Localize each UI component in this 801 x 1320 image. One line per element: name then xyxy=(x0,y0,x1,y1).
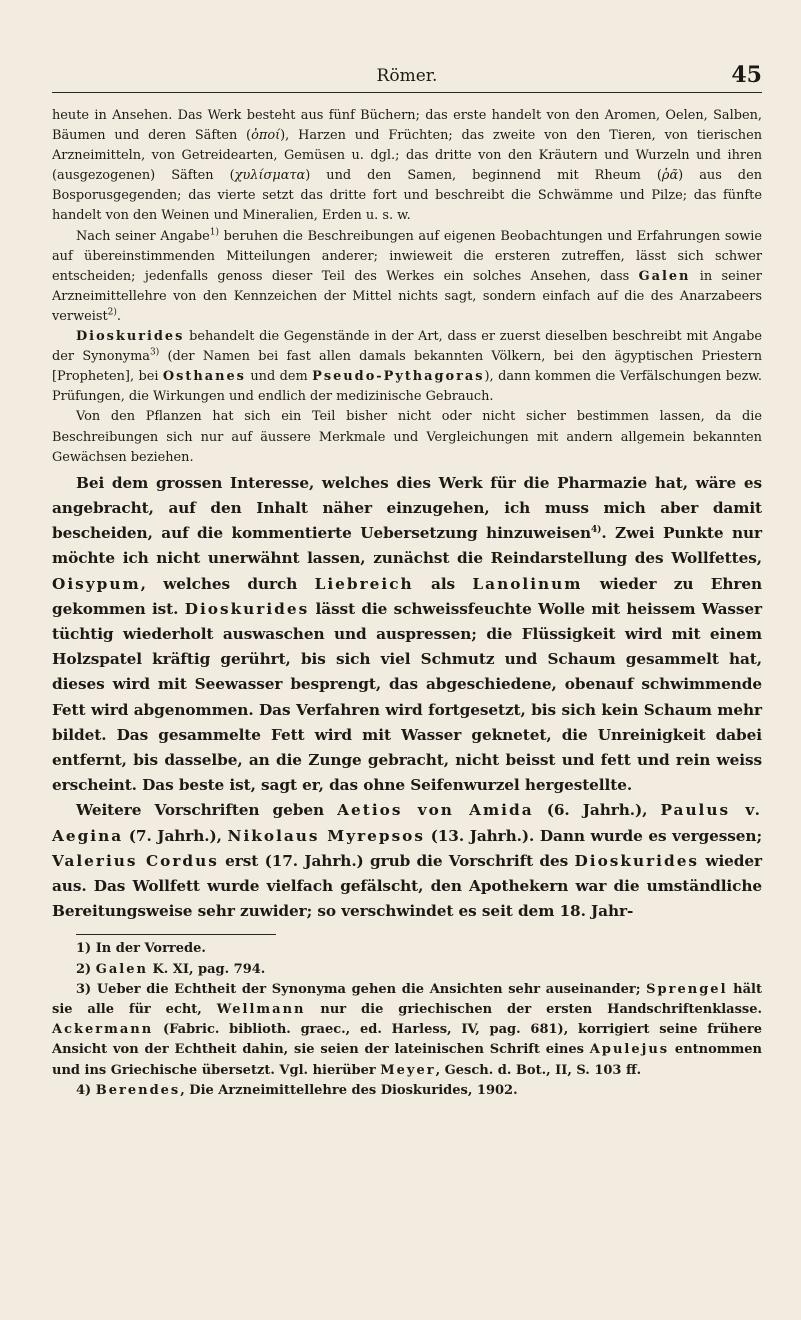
spaced-name: Aetios von Amida xyxy=(337,801,534,820)
spaced-name: Galen xyxy=(638,268,691,284)
text-run: , welches durch xyxy=(140,574,315,593)
text-run: . xyxy=(116,308,122,324)
text-run: . Zwei Punkte nur möchte ich nicht unerwähnt lassen, zunächst die Reindarstellung des Wollfettes, xyxy=(52,524,762,568)
text-run: wieder aus. Das Wollfett wurde vielfach gefälscht, den Apothekern war die umständliche Bereitungsweise sehr zuwider; so verschwindet es seit dem 18. Jahr- xyxy=(52,851,762,921)
text-run: entnommen und ins Griechische übersetzt. Vgl. hierüber xyxy=(52,1042,763,1078)
spaced-name: Pseudo-Pythagoras xyxy=(312,369,485,385)
footnote xyxy=(52,960,762,980)
spaced-name: Oisypum xyxy=(52,574,141,593)
text-run: (der Namen bei fast allen damals bekannten Völkern, bei den ägyptischen Priestern [Propheten], bei xyxy=(52,349,762,385)
spaced-name: Lanolinum xyxy=(472,574,583,593)
footnote-marker: 3) xyxy=(149,347,160,358)
spaced-name: Wellmann xyxy=(216,1001,306,1017)
header-rule xyxy=(52,92,762,93)
spaced-name: Paulus v. Aegina xyxy=(52,801,763,845)
spaced-name: Apulejus xyxy=(589,1042,670,1058)
spaced-name: Dioskurides xyxy=(184,599,310,618)
paragraph xyxy=(52,327,762,407)
text-run: Von den Pflanzen hat sich ein Teil bisher nicht oder nicht sicher bestimmen lassen, da die Beschreibungen sich nur auf äussere Merkmale und Vergleichungen mit andern allgemein bekannten Gewächsen beziehen. xyxy=(52,409,762,465)
text-run: heute in Ansehen. Das Werk besteht aus fünf Büchern; das erste handelt von den Aromen, Oelen, Salben, Bäumen und deren Säften ( xyxy=(52,108,762,144)
text-run: behandelt die Gegenstände in der Art, dass er zuerst dieselben beschreibt mit Angabe der Synonyma xyxy=(52,329,762,365)
spaced-name: Galen xyxy=(95,961,148,977)
text-run: beruhen die Beschreibungen auf eigenen Beobachtungen und Erfahrungen sowie auf übereinstimmenden Mitteilungen anderer; inwieweit die ersteren zutreffen, lässt sich schwer entscheiden; jedenfalls genoss dieser Teil des Werkes ein solches Ansehen, dass xyxy=(52,228,762,284)
text-run: 3) Ueber die Echtheit der Synonyma gehen die Ansichten sehr auseinander; xyxy=(76,981,647,997)
footnotes xyxy=(52,939,762,1101)
text-run: ), dann kommen die Verfälschungen bezw. Prüfungen, die Wirkungen und endlich der medizinische Gebrauch. xyxy=(52,369,762,405)
spaced-name: Liebreich xyxy=(314,574,414,593)
text-run: erst (17. Jahrh.) grub die Vorschrift des xyxy=(218,851,575,870)
text-run: lässt die schweissfeuchte Wolle mit heissem Wasser tüchtig wiederholt auswaschen und auspressen; die Flüssigkeit wird mit einem Holzspatel kräftig gerührt, bis sich viel Schmutz und Schaum gesammelt hat, dieses wird mit Seewasser besprengt, das abgeschiedene, obenauf schwimmende Fett wird abgenommen. Das Verfahren wird fortgesetzt, bis sich kein Schaum mehr bildet. Das gesammelte Fett wird mit Wasser geknetet, die Unreinigkeit dabei entfernt, bis dasselbe, an die Zunge gebracht, nicht beisst und fett und rein weiss erscheint. Das beste ist, sagt er, das ohne Seifenwurzel hergestellte. xyxy=(52,599,762,795)
greek-term: χυλίσματα xyxy=(234,168,306,184)
footnote xyxy=(52,939,762,959)
spaced-name: Ackermann xyxy=(52,1022,154,1038)
text-run: Weitere Vorschriften geben xyxy=(76,801,338,820)
text-run: (Fabric. biblioth. graec., ed. Harless, IV, pag. 681), korrigiert seine frühere Ansicht von der Echtheit dahin, sie seien der lateinischen Schrift eines xyxy=(52,1022,762,1058)
spaced-name: Dioskurides xyxy=(574,851,700,870)
text-run: 1) In der Vorrede. xyxy=(76,941,206,957)
text-run: Nach seiner Angabe xyxy=(76,228,210,244)
spaced-name: Osthanes xyxy=(162,369,246,385)
text-run: , Gesch. d. Bot., II, S. 103 ff. xyxy=(435,1062,642,1078)
text-run: ), Harzen und Früchten; das zweite von den Tieren, von tierischen Arzneimitteln, von Getreidearten, Gemüsen u. dgl.; das dritte von den Kräutern und Wurzeln und ihren (ausgezogenen) Säften ( xyxy=(52,128,762,184)
running-title: Römer. xyxy=(376,66,438,86)
text-run: als xyxy=(413,574,473,593)
greek-term: ῥᾶ xyxy=(661,168,679,184)
spaced-name: Nikolaus Myrepsos xyxy=(227,826,425,845)
text-run: (7. Jahrh.), xyxy=(123,826,228,845)
text-run: ) und den Samen, beginnend mit Rheum ( xyxy=(305,168,662,184)
footnote-marker: 1) xyxy=(209,227,219,238)
spaced-name: Berendes xyxy=(95,1082,181,1098)
footnote-rule xyxy=(76,934,276,935)
page xyxy=(52,62,762,1101)
footnote-marker: 2) xyxy=(107,307,117,318)
spaced-name: Dioskurides xyxy=(76,329,185,345)
text-run: Bei dem grossen Interesse, welches dies Werk für die Pharmazie hat, wäre es angebracht, auf den Inhalt näher einzugehen, ich muss mich aber damit bescheiden, auf die kommentierte Uebersetzung hinzuweisen xyxy=(52,473,762,543)
paragraph xyxy=(52,471,762,799)
body-text xyxy=(52,106,762,924)
text-run: wieder zu Ehren gekommen ist. xyxy=(52,574,762,618)
text-run: 2) xyxy=(76,961,96,977)
paragraph xyxy=(52,407,762,467)
text-run: und dem xyxy=(245,369,313,385)
text-run: (13. Jahrh.). Dann wurde es vergessen; xyxy=(425,826,762,845)
text-run: , Die Arzneimittellehre des Dioskurides, 1902. xyxy=(180,1082,518,1098)
spaced-name: Meyer xyxy=(380,1062,436,1078)
footnote xyxy=(52,980,762,1081)
paragraph xyxy=(52,106,762,227)
text-run: K. XI, pag. 794. xyxy=(147,961,266,977)
paragraph xyxy=(52,798,762,924)
text-run: in seiner Arzneimittellehre von den Kennzeichen der Mittel nichts sagt, sondern einfach auf die des Anarzabeers verweist xyxy=(52,268,762,324)
text-run: ) aus den Bosporusgegenden; das vierte setzt das dritte fort und beschreibt die Schwämme und Pilze; das fünfte handelt von den Weinen und Mineralien, Erden u. s. w. xyxy=(52,168,762,224)
large-type-block xyxy=(52,471,762,925)
text-run: nur die griechischen der ersten Handschriftenklasse. xyxy=(305,1001,763,1017)
footnote xyxy=(52,1081,762,1101)
text-run: (6. Jahrh.), xyxy=(533,801,661,820)
small-type-block xyxy=(52,106,762,468)
greek-term: ὀποί xyxy=(251,128,281,144)
spaced-name: Valerius Cordus xyxy=(52,851,219,870)
page-number: 45 xyxy=(731,62,762,88)
running-head xyxy=(52,62,762,92)
text-run: hält sie alle für echt, xyxy=(52,981,762,1017)
text-run: 4) xyxy=(76,1082,96,1098)
spaced-name: Sprengel xyxy=(646,981,728,997)
paragraph xyxy=(52,227,762,327)
footnote-marker: 4) xyxy=(591,525,602,535)
